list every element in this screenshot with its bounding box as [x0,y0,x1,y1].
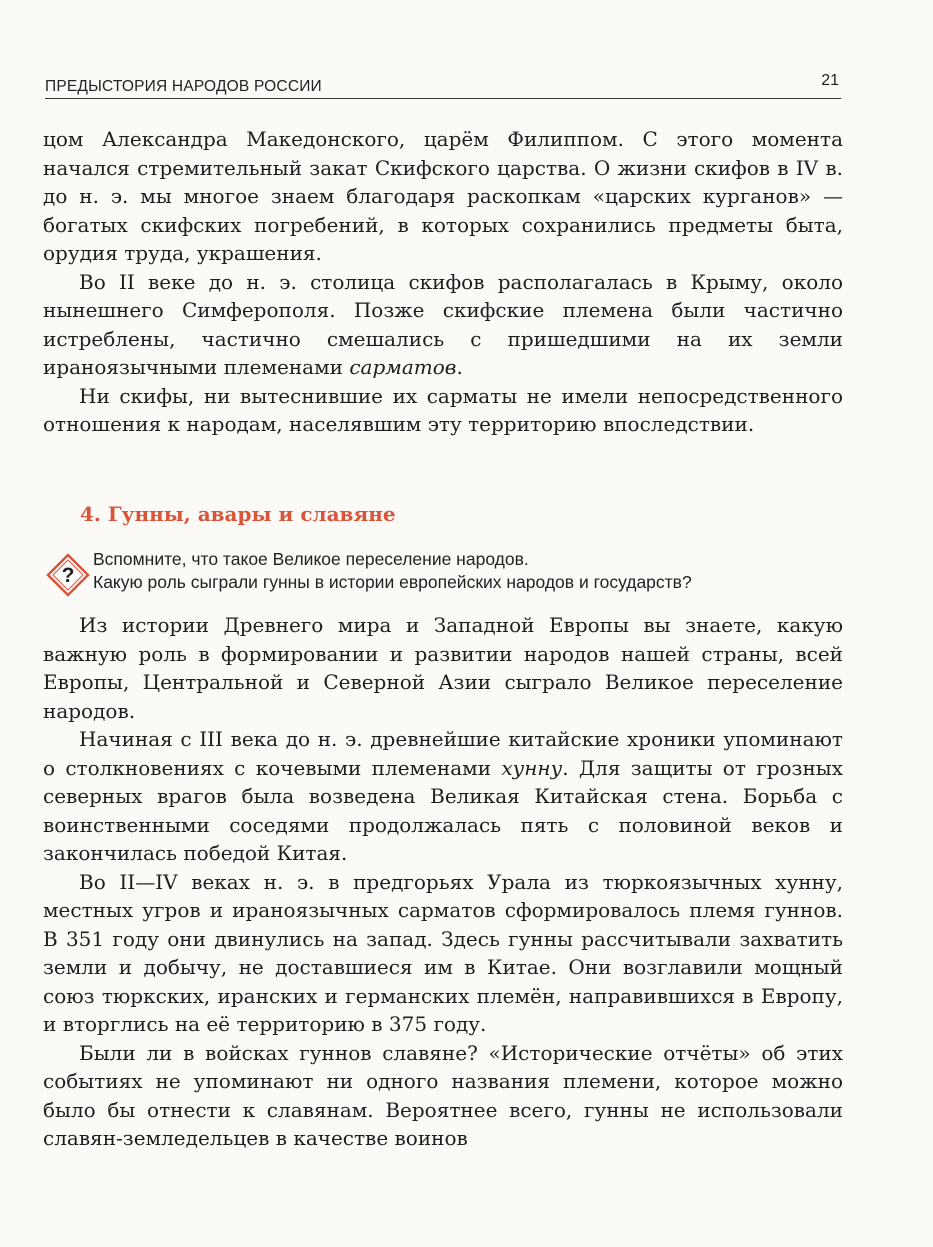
running-header [45,68,841,99]
page-number: 21 [821,72,839,89]
paragraph-text: Во II веке до н. э. столица скифов располагалась в Крыму, около нынешнего Симферополя. Позже скифские племена были частично истреблены, частично смешались с пришедшими на их земли ираноязычными племенами [43,269,843,379]
question-block [46,548,846,604]
section-heading: 4. Гунны, авары и славяне [80,502,396,526]
question-line: Какую роль сыграли гунны в истории европейских народов и государств? [93,572,692,592]
svg-text:?: ? [61,564,75,587]
paragraph: Из истории Древнего мира и Западной Европы вы знаете, какую важную роль в формировании и развитии народов нашей страны, всей Европы, Центральной и Северной Азии сыграло Великое переселение народов. [43,613,843,723]
term-hunnu: хунну [501,755,563,780]
paragraph [43,725,843,868]
section-1-text [43,125,843,439]
paragraph: цом Александра Македонского, царём Филиппом. С этого момента начался стремительный закат Скифского царства. О жизни скифов в IV в. до н. э. мы многое знаем благодаря раскопкам «царских курганов» — богатых скифских погребений, в которых сохранились предметы быта, орудия труда, украшения. [43,127,843,265]
section-2-text [43,611,843,1153]
term-sarmaty: сарматов [349,355,457,379]
paragraph: Во II—IV веках н. э. в предгорьях Урала из тюркоязычных хунну, местных угров и ираноязычных сарматов сформировалось племя гуннов. В 351 году они двинулись на запад. Здесь гунны рассчитывали захватить земли и добычу, не доставшиеся им в Китае. Они возглавили мощный союз тюркских, иранских и германских племён, направившихся в Европу, и вторглись на её территорию в 375 году. [43,869,843,1036]
question-diamond-icon [46,553,90,597]
paragraph-text: . Для защиты от грозных северных врагов была возведена Великая Китайская стена. Борьба с воинственными соседями продолжалась пять с половиной веков и закончилась победой Китая. [43,755,843,865]
paragraph-text: . [456,355,463,379]
paragraph: Были ли в войсках гуннов славяне? «Исторические отчёты» об этих событиях не упоминают ни одного названия племени, которое можно было бы отнести к славянам. Вероятнее всего, гунны не использовали славян-земледельцев в качестве воинов [43,1040,843,1150]
running-title: ПРЕДЫСТОРИЯ НАРОДОВ РОССИИ [45,78,322,95]
paragraph: Ни скифы, ни вытеснившие их сарматы не имели непосредственного отношения к народам, населявшим эту территорию впоследствии. [43,383,843,436]
question-line: Вспомните, что такое Великое переселение народов. [93,549,529,569]
paragraph [43,268,843,382]
question-text [93,548,692,594]
paragraph-text: Начиная с III века до н. э. древнейшие китайские хроники упоминают о столкновениях с кочевыми племенами [43,727,843,780]
